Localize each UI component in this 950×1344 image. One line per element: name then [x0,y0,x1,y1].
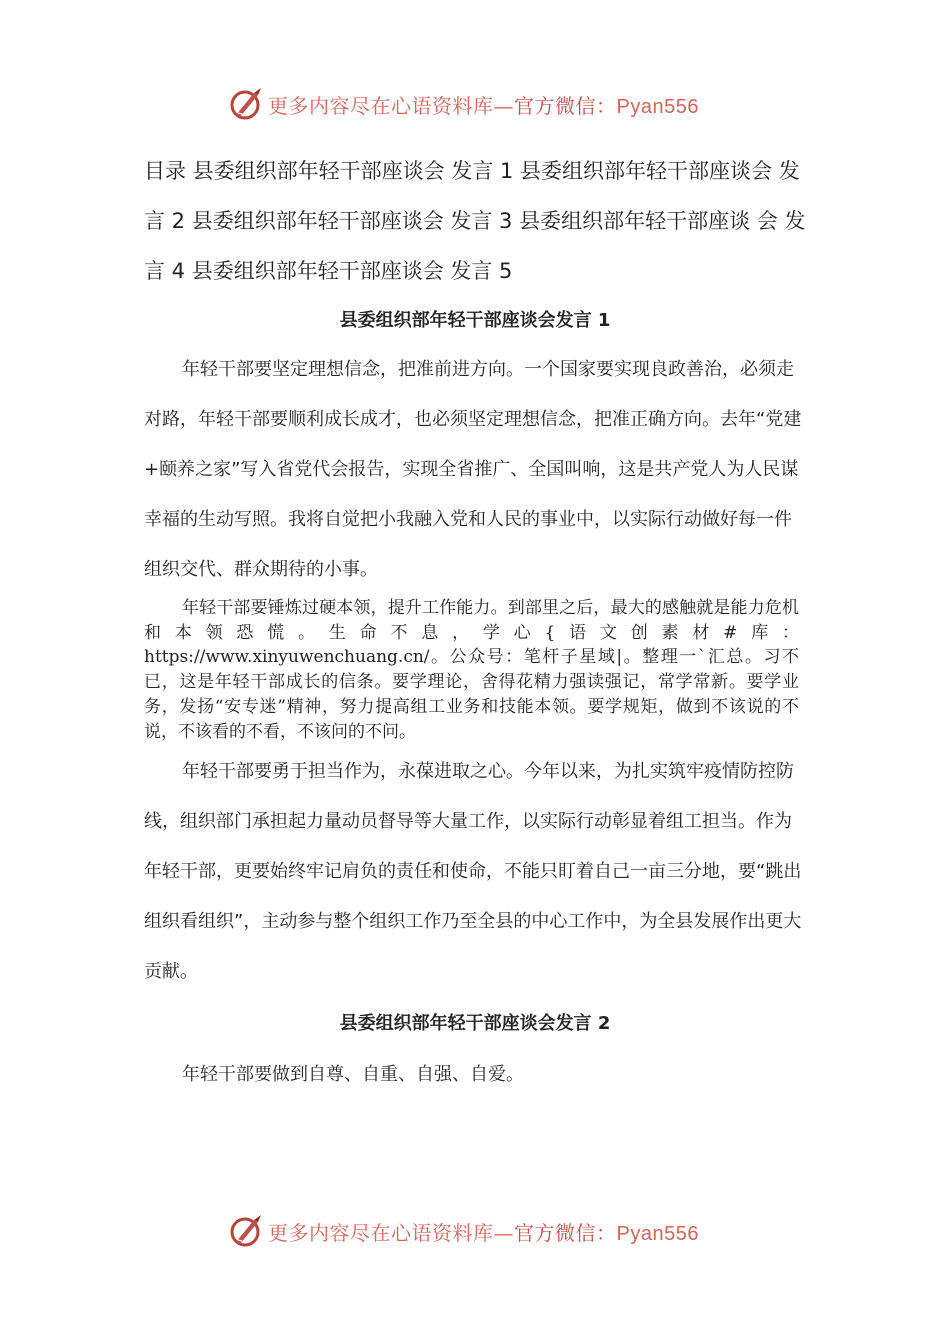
section-1-paragraph-1: 年轻干部要坚定理想信念，把准前进方向。一个国家要实现良政善治，必须走对路，年轻干部要顺利成长成才，也必须坚定理想信念，把准正确方向。去年“党建+颐养之家”写入省党代会报告，实现全省推广、全国叫响，这是共产党人为人民谋幸福的生动写照。我将自觉把小我融入党和人民的事业中，以实际行动做好每一件组织交代、群众期待的小事。 [144,359,802,580]
table-of-contents: 目录 县委组织部年轻干部座谈会 发言 1 县委组织部年轻干部座谈会 发言 2 县委组织部年轻干部座谈会 发言 3 县委组织部年轻干部座谈 会 发言 4 县委组织部年轻干部座谈会 发言 5 [144,159,806,283]
banner-text: 更多内容尽在心语资料库—官方微信：Pyan556 [268,1220,699,1245]
banner-text: 更多内容尽在心语资料库—官方微信：Pyan556 [268,93,699,118]
quill-pen-logo-icon [228,86,264,122]
section-1-paragraph-2: 年轻干部要锤炼过硬本领，提升工作能力。到部里之后，最大的感触就是能力危机和本领恐慌。生命不息，学心{语文创素材#库：https://www.xinyuwenchuang.cn/。公众号：笔杆子星域|。整理一`汇总。习不已，这是年轻干部成长的信条。要学理论，舍得花精力强读强记，常学常新。要学业务，发扬“安专迷”精神，努力提高组工业务和技能本领。要学规矩，做到不该说的不说，不该看的不看，不该问的不问。 [144,598,799,742]
section-1-heading: 县委组织部年轻干部座谈会发言 1 [339,310,611,331]
section-2-heading: 县委组织部年轻干部座谈会发言 2 [339,1013,611,1034]
section-1-paragraph-3: 年轻干部要勇于担当作为，永葆进取之心。今年以来，为扎实筑牢疫情防控防线，组织部门承担起力量动员督导等大量工作，以实际行动彰显着组工担当。作为年轻干部，更要始终牢记肩负的责任和使命，不能只盯着自己一亩三分地，要“跳出组织看组织”，主动参与整个组织工作乃至全县的中心工作中，为全县发展作出更大贡献。 [144,761,802,982]
quill-pen-logo-icon [228,1213,264,1249]
section-2-paragraph-1: 年轻干部要做到自尊、自重、自强、自爱。 [182,1064,524,1085]
header-banner[interactable] [228,84,748,124]
footer-banner[interactable] [228,1211,748,1251]
